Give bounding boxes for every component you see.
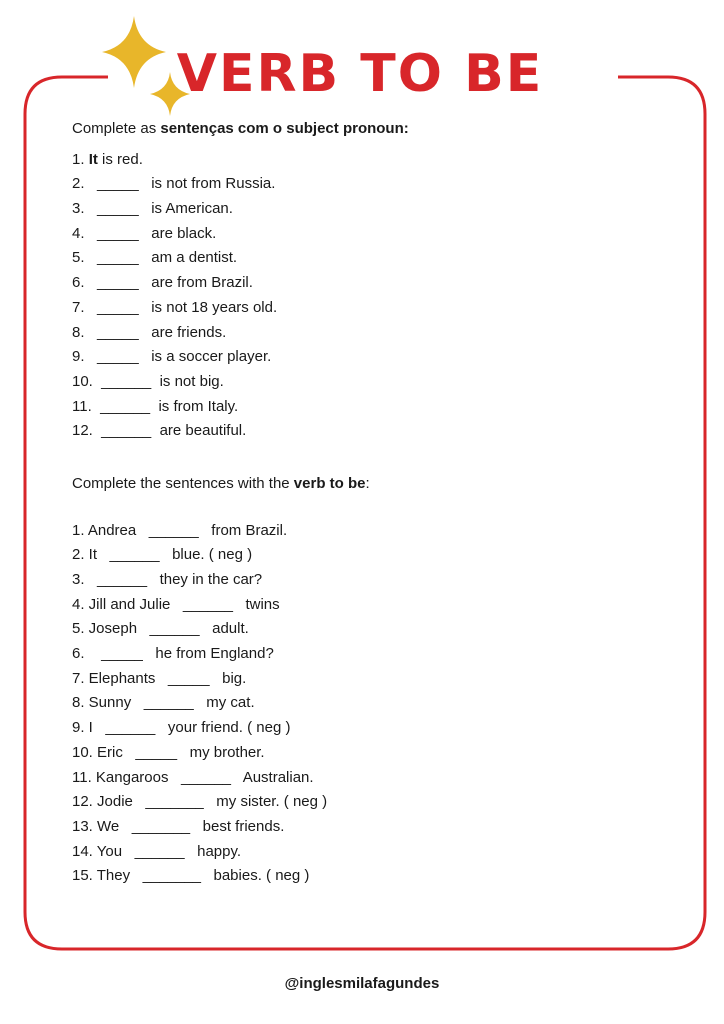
list-item: 3. ______ they in the car? xyxy=(72,571,263,589)
list-item: 9. I ______ your friend. ( neg ) xyxy=(72,719,291,737)
list-item: 13. We _______ best friends. xyxy=(72,817,285,835)
list-item: 15. They _______ babies. ( neg ) xyxy=(72,867,310,885)
list-item: 4. _____ are black. xyxy=(72,224,217,242)
list-item: 10. Eric _____ my brother. xyxy=(72,743,265,761)
list-item: 11. Kangaroos ______ Australian. xyxy=(72,768,314,786)
list-item: 8. _____ are friends. xyxy=(72,323,227,341)
list-item: 8. Sunny ______ my cat. xyxy=(72,694,255,712)
sparkle-icon xyxy=(96,14,206,124)
list-item: 9. _____ is a soccer player. xyxy=(72,348,272,366)
worksheet-content xyxy=(72,117,672,889)
list-item: 11. ______ is from Italy. xyxy=(72,397,239,415)
list-item: 2. It ______ blue. ( neg ) xyxy=(72,546,253,564)
list-item: 6. _____ are from Brazil. xyxy=(72,274,253,292)
list-item: 7. _____ is not 18 years old. xyxy=(72,298,278,316)
footer-handle: @inglesmilafagundes xyxy=(284,975,440,992)
section2-list xyxy=(72,519,672,889)
list-item: 1. Andrea ______ from Brazil. xyxy=(72,521,288,539)
list-item: 3. _____ is American. xyxy=(72,200,233,218)
list-item: 12. Jodie _______ my sister. ( neg ) xyxy=(72,793,328,811)
section2-instruction: Complete the sentences with the verb to be: xyxy=(72,474,370,492)
list-item: 12. ______ are beautiful. xyxy=(72,422,247,440)
section1-list xyxy=(72,148,672,444)
list-item: 1. It is red. xyxy=(72,150,143,168)
list-item: 14. You ______ happy. xyxy=(72,842,242,860)
page-title: VERB TO BE xyxy=(150,38,570,110)
list-item: 10. ______ is not big. xyxy=(72,372,224,390)
list-item: 7. Elephants _____ big. xyxy=(72,669,247,687)
section1-instruction: Complete as sentenças com o subject pronoun: xyxy=(72,120,409,137)
list-item: 5. _____ am a dentist. xyxy=(72,249,238,267)
list-item: 2. _____ is not from Russia. xyxy=(72,175,276,193)
list-item: 4. Jill and Julie ______ twins xyxy=(72,595,280,613)
list-item: 5. Joseph ______ adult. xyxy=(72,620,249,638)
list-item: 6. _____ he from England? xyxy=(72,645,274,663)
